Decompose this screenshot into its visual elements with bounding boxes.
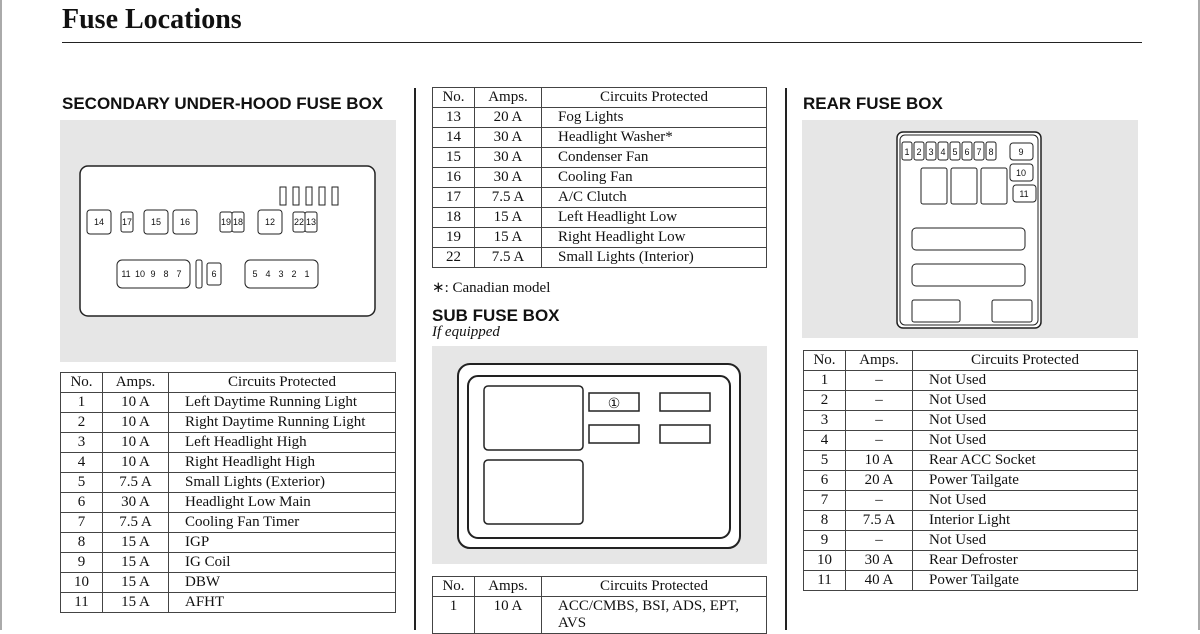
fuse-amps: 30 A	[475, 128, 542, 148]
fuse-no: 11	[804, 571, 846, 591]
fuse-label: 15	[150, 217, 162, 227]
sub-fuse-table	[432, 576, 767, 634]
fuse-no: 3	[804, 411, 846, 431]
fuse-circuit: Cooling Fan	[542, 168, 767, 188]
fuse-no: 18	[433, 208, 475, 228]
secondary-fuse-table-continued	[432, 87, 767, 268]
fuse-label: 16	[179, 217, 191, 227]
fuse-amps: 10 A	[846, 451, 913, 471]
fuse-no: 5	[61, 473, 103, 493]
fuse-no: 10	[804, 551, 846, 571]
fuse-no: 5	[804, 451, 846, 471]
fuse-circuit: Rear ACC Socket	[913, 451, 1138, 471]
secondary-fuse-box-drawing	[60, 120, 396, 362]
page-title: Fuse Locations	[62, 4, 242, 35]
fuse-circuit: Right Headlight Low	[542, 228, 767, 248]
table-row	[804, 571, 1138, 591]
table-row	[433, 248, 767, 268]
fuse-amps: 20 A	[475, 108, 542, 128]
no-column-header: No.	[433, 577, 475, 597]
fuse-circuit: Not Used	[913, 371, 1138, 391]
fuse-amps: 10 A	[103, 413, 169, 433]
table-header-row	[433, 88, 767, 108]
fuse-no: 8	[804, 511, 846, 531]
fuse-amps: –	[846, 491, 913, 511]
table-row	[804, 411, 1138, 431]
fuse-no: 19	[433, 228, 475, 248]
fuse-circuit: Small Lights (Interior)	[542, 248, 767, 268]
fuse-label: 10	[134, 269, 146, 279]
fuse-label: 9	[1018, 147, 1024, 157]
table-row	[804, 551, 1138, 571]
table-row	[61, 393, 396, 413]
fuse-circuit: Left Headlight Low	[542, 208, 767, 228]
table-header-row	[61, 373, 396, 393]
fuse-amps: 7.5 A	[475, 248, 542, 268]
rear-fuse-table	[803, 350, 1138, 591]
circuits-column-header: Circuits Protected	[542, 577, 767, 597]
fuse-circuit: A/C Clutch	[542, 188, 767, 208]
fuse-label: 8	[988, 147, 994, 157]
fuse-circuit: ACC/CMBS, BSI, ADS, EPT, AVS	[542, 597, 767, 634]
fuse-circuit: Rear Defroster	[913, 551, 1138, 571]
fuse-no: 10	[61, 573, 103, 593]
circuits-column-header: Circuits Protected	[913, 351, 1138, 371]
fuse-circuit: Headlight Low Main	[169, 493, 396, 513]
fuse-no: 6	[804, 471, 846, 491]
table-row	[433, 228, 767, 248]
fuse-label: 14	[93, 217, 105, 227]
fuse-amps: 10 A	[475, 597, 542, 634]
fuse-amps: 15 A	[103, 593, 169, 613]
fuse-no: 13	[433, 108, 475, 128]
table-row	[61, 453, 396, 473]
fuse-amps: 7.5 A	[103, 473, 169, 493]
fuse-amps: 15 A	[103, 573, 169, 593]
circuits-column-header: Circuits Protected	[542, 88, 767, 108]
fuse-label: 8	[163, 269, 169, 279]
sub-fuse-box-subtitle: If equipped	[432, 324, 500, 340]
table-row	[61, 513, 396, 533]
fuse-label: 1	[904, 147, 910, 157]
fuse-circuit: Not Used	[913, 391, 1138, 411]
fuse-no: 2	[804, 391, 846, 411]
fuse-amps: –	[846, 411, 913, 431]
fuse-circuit: AFHT	[169, 593, 396, 613]
table-row	[804, 391, 1138, 411]
fuse-label: 1	[304, 269, 310, 279]
fuse-amps: 10 A	[103, 433, 169, 453]
amps-column-header: Amps.	[846, 351, 913, 371]
fuse-label: 7	[176, 269, 182, 279]
fuse-amps: –	[846, 531, 913, 551]
circuits-column-header: Circuits Protected	[169, 373, 396, 393]
fuse-amps: 15 A	[103, 553, 169, 573]
fuse-label: 3	[278, 269, 284, 279]
fuse-label: 19	[220, 217, 232, 227]
fuse-label: 13	[305, 217, 317, 227]
fuse-amps: –	[846, 431, 913, 451]
fuse-no: 7	[804, 491, 846, 511]
fuse-amps: –	[846, 391, 913, 411]
fuse-no: 3	[61, 433, 103, 453]
amps-column-header: Amps.	[475, 88, 542, 108]
fuse-no: 16	[433, 168, 475, 188]
fuse-circuit: Not Used	[913, 531, 1138, 551]
secondary-fuse-table	[60, 372, 396, 613]
fuse-no: 4	[61, 453, 103, 473]
fuse-circuit: Fog Lights	[542, 108, 767, 128]
table-row	[804, 511, 1138, 531]
fuse-circuit: IG Coil	[169, 553, 396, 573]
fuse-label: 11	[1019, 189, 1029, 199]
fuse-circuit: Not Used	[913, 491, 1138, 511]
fuse-label: 6	[964, 147, 970, 157]
no-column-header: No.	[61, 373, 103, 393]
fuse-label: 18	[232, 217, 244, 227]
fuse-no: 2	[61, 413, 103, 433]
table-row	[433, 168, 767, 188]
table-row	[804, 451, 1138, 471]
left-edge	[0, 0, 2, 630]
fuse-no: 17	[433, 188, 475, 208]
table-row	[61, 473, 396, 493]
amps-column-header: Amps.	[103, 373, 169, 393]
fuse-no: 14	[433, 128, 475, 148]
fuse-label: ①	[607, 396, 621, 412]
fuse-no: 7	[61, 513, 103, 533]
table-row	[61, 493, 396, 513]
fuse-label: 4	[940, 147, 946, 157]
table-row	[804, 431, 1138, 451]
fuse-amps: 15 A	[475, 208, 542, 228]
secondary-fuse-box-diagram	[60, 120, 396, 362]
fuse-circuit: Power Tailgate	[913, 471, 1138, 491]
column-divider-right	[785, 88, 787, 630]
fuse-no: 1	[61, 393, 103, 413]
fuse-amps: 30 A	[103, 493, 169, 513]
fuse-no: 9	[61, 553, 103, 573]
fuse-label: 3	[928, 147, 934, 157]
fuse-amps: 30 A	[475, 168, 542, 188]
table-row	[804, 531, 1138, 551]
fuse-amps: 15 A	[475, 228, 542, 248]
table-row	[61, 593, 396, 613]
fuse-amps: 7.5 A	[475, 188, 542, 208]
fuse-circuit: Not Used	[913, 411, 1138, 431]
table-row	[433, 188, 767, 208]
table-row	[433, 208, 767, 228]
fuse-label: 9	[150, 269, 156, 279]
fuse-circuit: DBW	[169, 573, 396, 593]
fuse-no: 1	[433, 597, 475, 634]
table-row	[433, 148, 767, 168]
rear-fuse-box-title: REAR FUSE BOX	[803, 94, 943, 113]
fuse-no: 4	[804, 431, 846, 451]
fuse-label: 7	[976, 147, 982, 157]
fuse-circuit: Right Daytime Running Light	[169, 413, 396, 433]
sub-fuse-box-drawing	[432, 346, 767, 564]
fuse-label: 10	[1015, 168, 1027, 178]
fuse-amps: 15 A	[103, 533, 169, 553]
fuse-label: 22	[293, 217, 305, 227]
table-row	[804, 471, 1138, 491]
fuse-label: 17	[121, 217, 133, 227]
amps-column-header: Amps.	[475, 577, 542, 597]
fuse-amps: 10 A	[103, 453, 169, 473]
fuse-amps: –	[846, 371, 913, 391]
fuse-amps: 7.5 A	[846, 511, 913, 531]
fuse-circuit: Power Tailgate	[913, 571, 1138, 591]
table-row	[804, 371, 1138, 391]
fuse-circuit: Left Headlight High	[169, 433, 396, 453]
fuse-circuit: Condenser Fan	[542, 148, 767, 168]
fuse-amps: 40 A	[846, 571, 913, 591]
column-divider-left	[414, 88, 416, 630]
rear-fuse-box-drawing	[802, 120, 1138, 338]
table-header-row	[433, 577, 767, 597]
fuse-no: 15	[433, 148, 475, 168]
fuse-label: 5	[952, 147, 958, 157]
fuse-circuit: Headlight Washer*	[542, 128, 767, 148]
fuse-circuit: IGP	[169, 533, 396, 553]
fuse-circuit: Left Daytime Running Light	[169, 393, 396, 413]
fuse-label: 6	[211, 269, 217, 279]
table-row	[61, 433, 396, 453]
fuse-circuit: Interior Light	[913, 511, 1138, 531]
table-row	[433, 108, 767, 128]
fuse-circuit: Cooling Fan Timer	[169, 513, 396, 533]
fuse-label: 2	[916, 147, 922, 157]
fuse-label: 12	[264, 217, 276, 227]
rear-fuse-box-diagram	[802, 120, 1138, 338]
table-row	[61, 553, 396, 573]
fuse-circuit: Right Headlight High	[169, 453, 396, 473]
fuse-label: 4	[265, 269, 271, 279]
secondary-fuse-box-title: SECONDARY UNDER-HOOD FUSE BOX	[62, 94, 384, 113]
fuse-no: 11	[61, 593, 103, 613]
fuse-amps: 30 A	[475, 148, 542, 168]
fuse-amps: 7.5 A	[103, 513, 169, 533]
no-column-header: No.	[804, 351, 846, 371]
fuse-label: 2	[291, 269, 297, 279]
fuse-no: 6	[61, 493, 103, 513]
table-row	[61, 413, 396, 433]
fuse-circuit: Not Used	[913, 431, 1138, 451]
sub-fuse-box-diagram	[432, 346, 767, 564]
fuse-label: 5	[252, 269, 258, 279]
fuse-no: 9	[804, 531, 846, 551]
fuse-no: 1	[804, 371, 846, 391]
table-header-row	[804, 351, 1138, 371]
table-row	[433, 128, 767, 148]
sub-fuse-box-title: SUB FUSE BOX	[432, 306, 560, 325]
fuse-amps: 30 A	[846, 551, 913, 571]
table-row	[433, 597, 767, 634]
fuse-amps: 20 A	[846, 471, 913, 491]
table-row	[61, 533, 396, 553]
fuse-no: 22	[433, 248, 475, 268]
table-row	[61, 573, 396, 593]
fuse-label: 11	[121, 269, 131, 279]
table-row	[804, 491, 1138, 511]
fuse-circuit: Small Lights (Exterior)	[169, 473, 396, 493]
no-column-header: No.	[433, 88, 475, 108]
fuse-amps: 10 A	[103, 393, 169, 413]
canadian-model-note: ∗: Canadian model	[432, 280, 551, 296]
fuse-no: 8	[61, 533, 103, 553]
title-rule	[62, 42, 1142, 43]
